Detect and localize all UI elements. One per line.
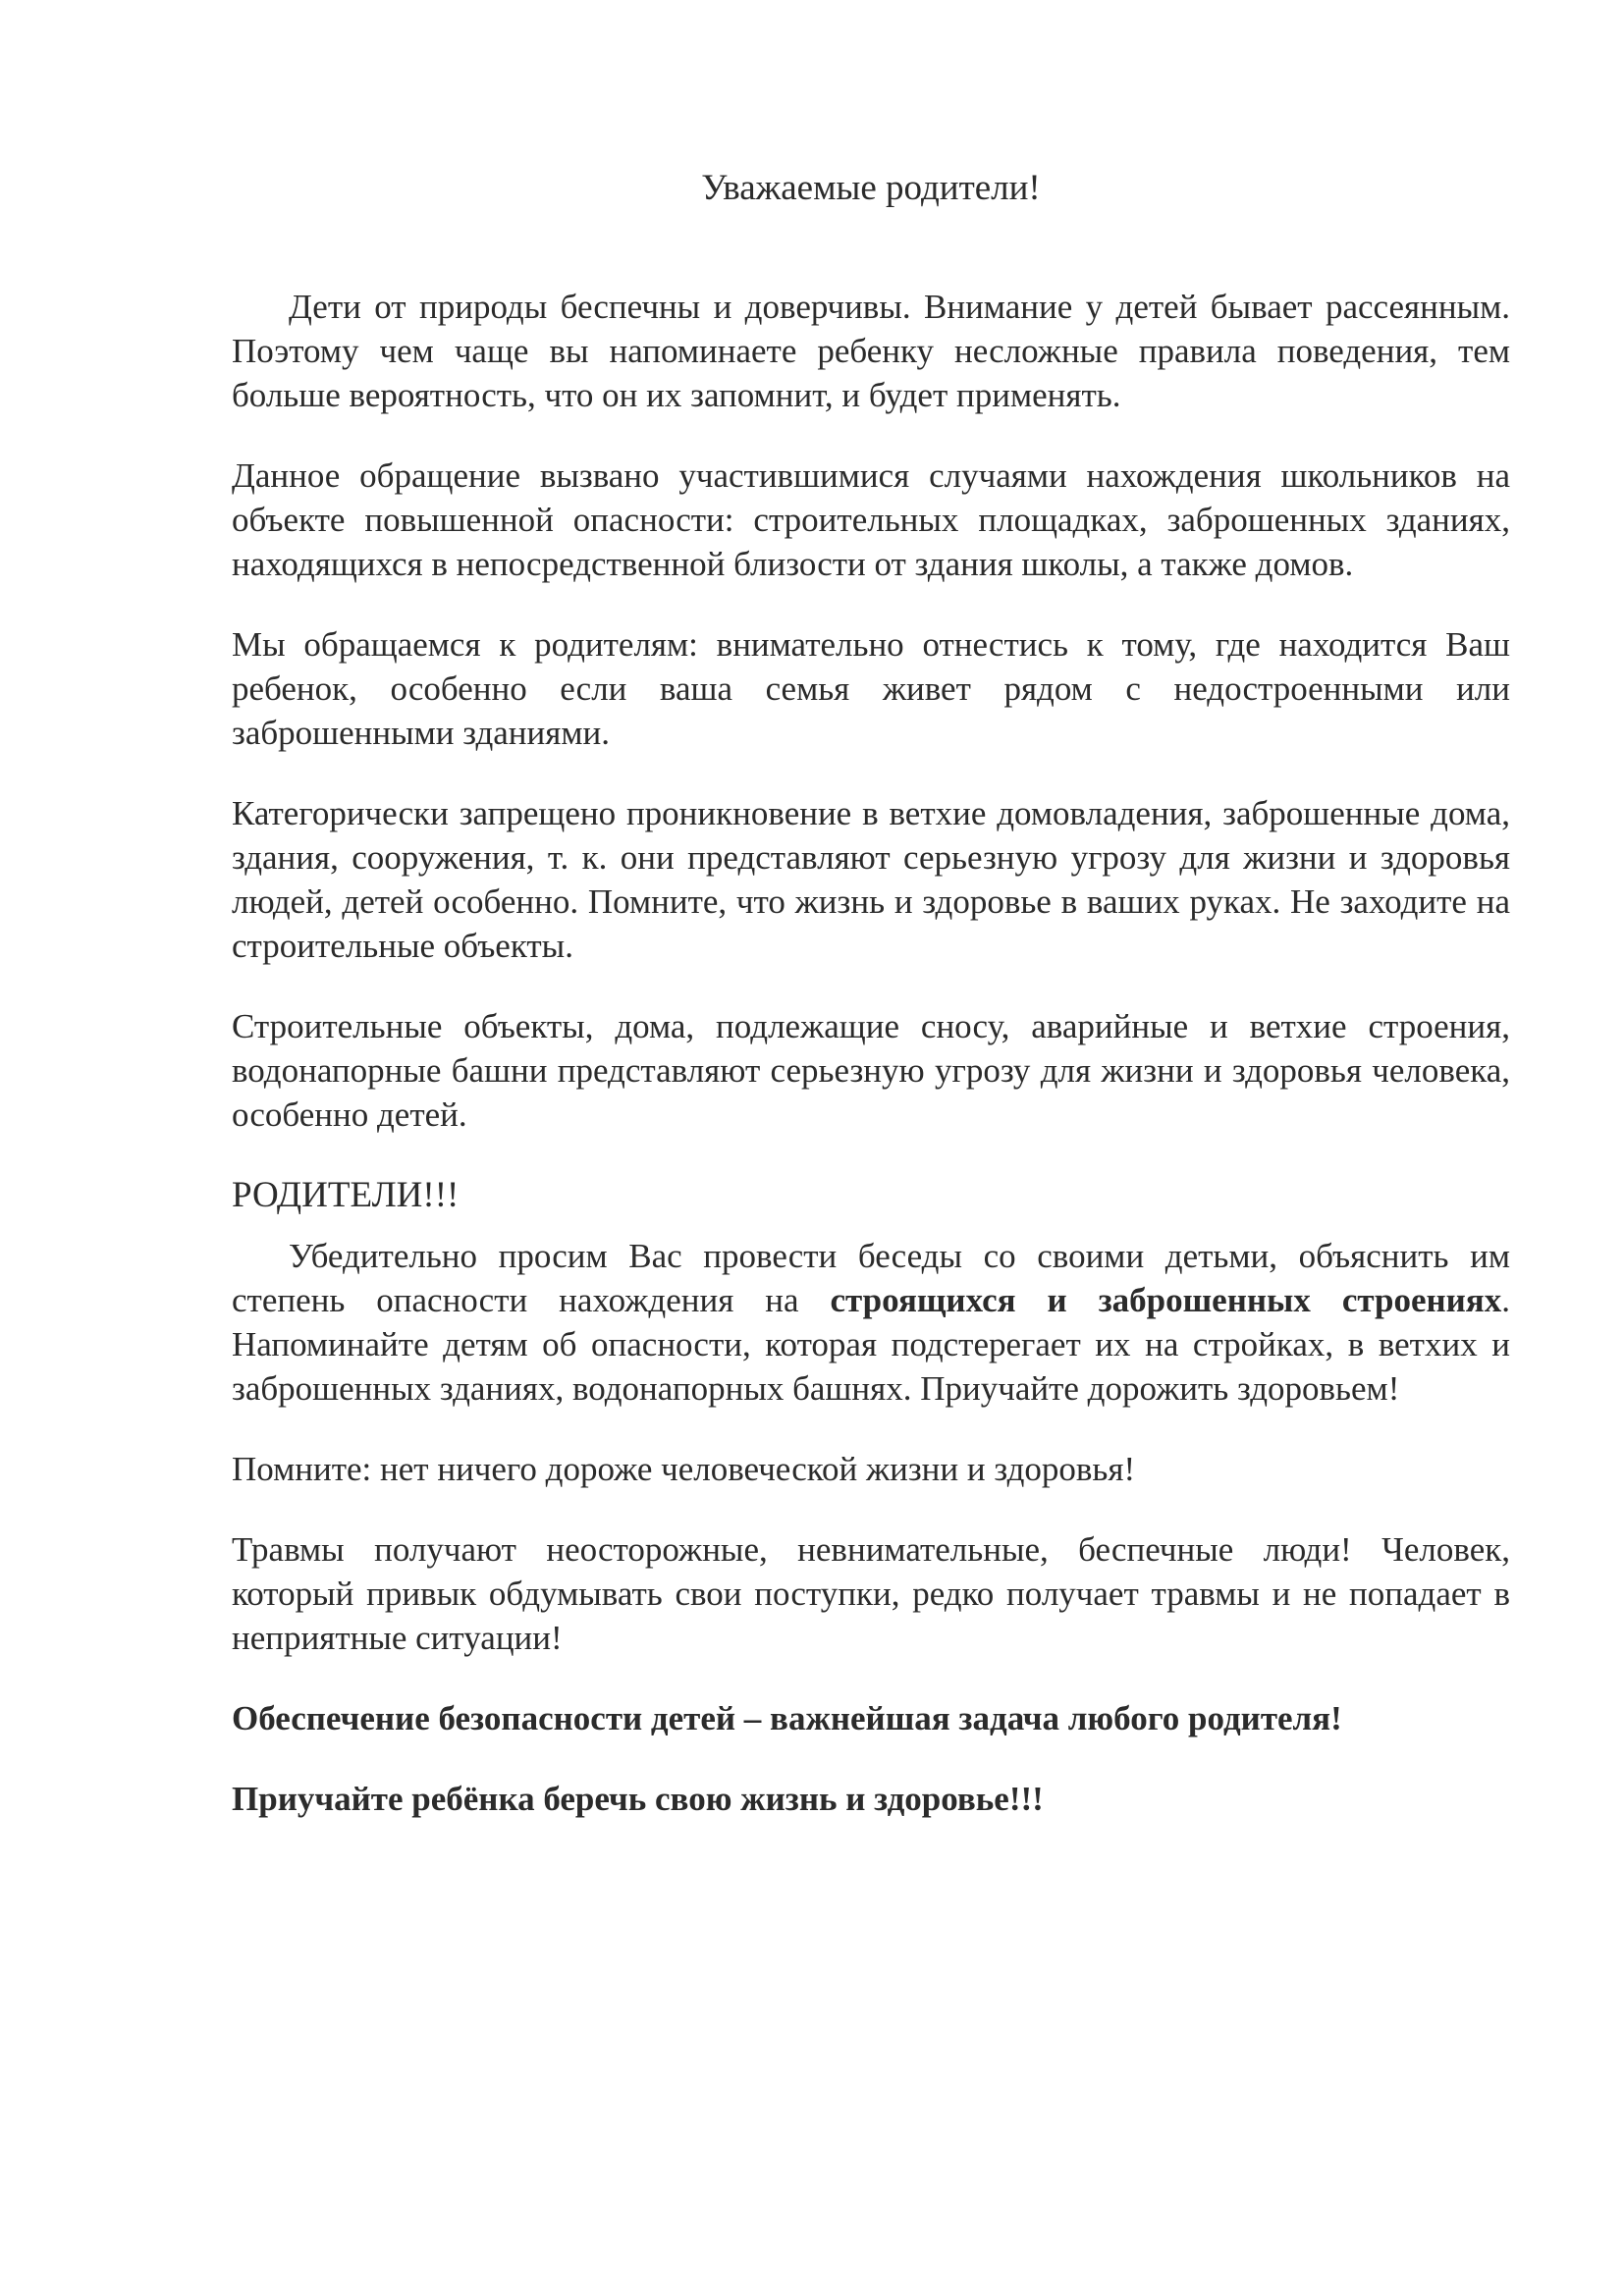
bold-statement-teach: Приучайте ребёнка беречь свою жизнь и здоровье!!! bbox=[232, 1780, 1044, 1818]
paragraph-intro: Дети от природы беспечны и доверчивы. Внимание у детей бывает рассеянным. Поэтому чем чаще вы напоминаете ребенку несложные правила поведения, тем больше вероятность, что он их запомнит, и будет применять. bbox=[232, 288, 1510, 414]
paragraph-appeal-reason: Данное обращение вызвано участившимися случаями нахождения школьников на объекте повышенной опасности: строительных площадках, заброшенных зданиях, находящихся в непосредственной близости от здания школы, а также домов. bbox=[232, 456, 1510, 583]
paragraph-request-part2: . Напоминайте детям об опасности, которая подстерегает их на стройках, в ветхих и заброшенных зданиях, водонапорных башнях. Приучайте дорожить здоровьем! bbox=[232, 1281, 1510, 1408]
document-body bbox=[232, 165, 1510, 1857]
bold-statement-safety: Обеспечение безопасности детей – важнейшая задача любого родителя! bbox=[232, 1699, 1342, 1737]
paragraph-remember: Помните: нет ничего дороже человеческой жизни и здоровья! bbox=[232, 1450, 1136, 1488]
section-heading-parents: РОДИТЕЛИ!!! bbox=[232, 1175, 460, 1215]
paragraph-request bbox=[232, 1234, 1510, 1411]
paragraph-request-part1: Убедительно просим Вас провести беседы со своими детьми, объяснить им степень опасности нахождения на bbox=[232, 1237, 1510, 1319]
paragraph-injuries: Травмы получают неосторожные, невнимательные, беспечные люди! Человек, который привык обдумывать свои поступки, редко получает травмы и не попадает в неприятные ситуации! bbox=[232, 1530, 1510, 1657]
paragraph-danger-objects: Строительные объекты, дома, подлежащие сносу, аварийные и ветхие строения, водонапорные башни представляют серьезную угрозу для жизни и здоровья человека, особенно детей. bbox=[232, 1007, 1510, 1134]
paragraph-request-bold: строящихся и заброшенных строениях bbox=[830, 1281, 1502, 1319]
paragraph-prohibition: Категорически запрещено проникновение в ветхие домовладения, заброшенные дома, здания, сооружения, т. к. они представляют серьезную угрозу для жизни и здоровья людей, детей особенно. Помните, что жизнь и здоровье в ваших руках. Не заходите на строительные объекты. bbox=[232, 794, 1510, 965]
paragraph-appeal-parents: Мы обращаемся к родителям: внимательно отнестись к тому, где находится Ваш ребенок, особенно если ваша семья живет рядом с недостроенными или заброшенными зданиями. bbox=[232, 625, 1510, 752]
document-title: Уважаемые родители! bbox=[701, 168, 1041, 208]
